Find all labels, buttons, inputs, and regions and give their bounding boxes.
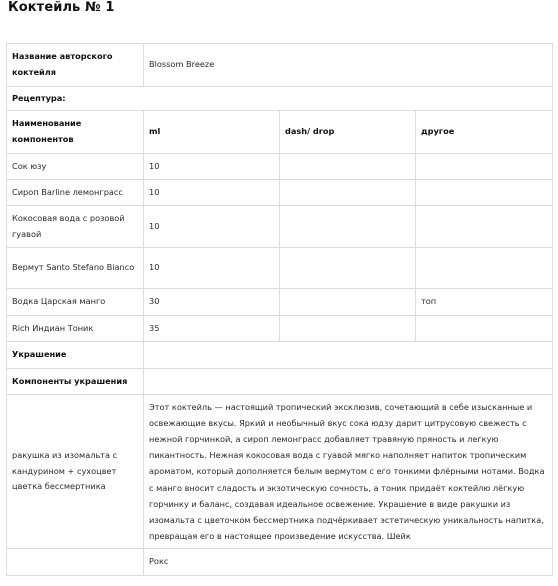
cocktail-description: Этот коктейль — настоящий тропический эксклюзив, сочетающий в себе изысканные и освежающие вкусы. Яркий и необычный вкус сока юдзу дарит цитрусовую свежесть с нежной горчинкой, а сироп лемонграсс добавляет травяную пряность и легкую пикантность. Нежная кокосовая вода с гуавой мягко наполняет напиток тропическим ароматом, который дополняется белым вермутом с его тонкими флёрными нотами. Водка с манго вносит сладость и экзотическую сочность, а тоник придаёт коктейлю лёгкую горчинку и баланс, создавая идеальное освежение. Украшение в виде ракушки из изомальта с цветочком бессмертника подчёркивает эстетическую уникальность напитка, превращая его в настоящее произведение искусства. Шейк [144, 395, 553, 549]
ingredient-other [416, 248, 553, 289]
recipe-heading: Рецептура: [7, 87, 553, 111]
ingredient-other [416, 154, 553, 180]
garnish-components-label: Компоненты украшения [7, 369, 144, 395]
ingredient-name: Кокосовая вода с розовой гуавой [7, 206, 144, 248]
ingredient-name: Вермут Santo Stefano Bianco [7, 248, 144, 289]
glass-value: Рокс [144, 549, 553, 576]
ingredient-dash [280, 180, 416, 206]
header-component: Наименование компонентов [7, 111, 144, 154]
ingredient-dash [280, 206, 416, 248]
ingredient-row [7, 316, 553, 342]
row-cocktail-name [7, 44, 553, 87]
ingredient-dash [280, 154, 416, 180]
ingredient-name: Rich Индиан Тоник [7, 316, 144, 342]
ingredient-row [7, 206, 553, 248]
ingredient-other [416, 206, 553, 248]
row-column-headers [7, 111, 553, 154]
row-glass [7, 549, 553, 576]
ingredient-row [7, 154, 553, 180]
ingredient-ml: 35 [144, 316, 280, 342]
ingredient-ml: 10 [144, 206, 280, 248]
row-garnish [7, 342, 553, 369]
cocktail-name-value: Blossom Breeze [144, 44, 553, 87]
ingredient-ml: 10 [144, 154, 280, 180]
ingredient-dash [280, 316, 416, 342]
ingredient-row [7, 289, 553, 316]
header-dash: dash/ drop [280, 111, 416, 154]
ingredient-name: Сироп Barline лемонграсс [7, 180, 144, 206]
page-title: Коктейль № 1 [8, 0, 115, 15]
ingredient-dash [280, 289, 416, 316]
garnish-label: Украшение [7, 342, 144, 369]
glass-label [7, 549, 144, 576]
garnish-description: ракушка из изомальта с кандурином + сухоцвет цветка бессмертника [7, 395, 144, 549]
ingredient-row [7, 180, 553, 206]
garnish-components-value [144, 369, 553, 395]
header-other: другое [416, 111, 553, 154]
row-garnish-components [7, 369, 553, 395]
ingredient-ml: 10 [144, 180, 280, 206]
cocktail-name-label: Название авторского коктейля [7, 44, 144, 87]
ingredient-other [416, 316, 553, 342]
ingredient-dash [280, 248, 416, 289]
header-ml: ml [144, 111, 280, 154]
row-description [7, 395, 553, 549]
ingredient-other: топ [416, 289, 553, 316]
garnish-value [144, 342, 553, 369]
ingredient-ml: 30 [144, 289, 280, 316]
ingredient-name: Сок юзу [7, 154, 144, 180]
recipe-table [6, 43, 553, 576]
ingredient-row [7, 248, 553, 289]
ingredient-other [416, 180, 553, 206]
ingredient-ml: 10 [144, 248, 280, 289]
row-recipe-heading [7, 87, 553, 111]
ingredient-name: Водка Царская манго [7, 289, 144, 316]
